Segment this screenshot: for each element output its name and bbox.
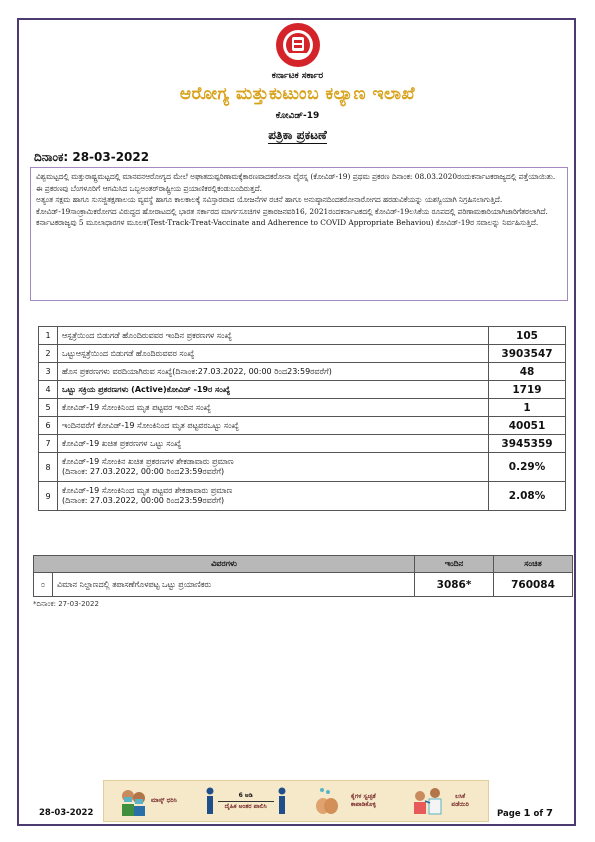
person-icon: [205, 787, 215, 815]
table-row: [39, 363, 566, 381]
row-number: 1: [39, 327, 58, 345]
details-table: [33, 555, 573, 597]
table-row: [39, 417, 566, 435]
table-row: [39, 381, 566, 399]
row-number: 6: [39, 417, 58, 435]
row-number: 2: [39, 345, 58, 363]
report-date: ದಿನಾಂಕ: 28-03-2022: [34, 150, 150, 164]
header-details: ವಿವರಗಳು: [34, 556, 415, 573]
banner-handwash: [314, 786, 383, 816]
banner-handwash-text: ಕೈಗಳ ಸ್ವಚ್ಛತೆ ಕಾಪಾಡಿಕೊಳ್ಳಿ: [350, 793, 376, 808]
row-sublabel: (ದಿನಾಂಕ: 27.03.2022, 00:00 ರಿಂದ23:59ರವರೆಗೆ): [62, 496, 225, 505]
row-value: 105: [489, 327, 566, 345]
table-row: [34, 573, 573, 597]
masked-people-icon: [118, 786, 148, 816]
row-label: ಕೋವಿಡ್-19 ಸೋಂಕಿನಿಂದ ಮೃತ ಪಟ್ಟವರ ಇಂದಿನ ಸಂಖ್ಯೆ: [58, 399, 489, 417]
header-today: ಇಂದಿನ: [415, 556, 494, 573]
row-label: ಹೊಸ ಪ್ರಕರಣಗಳು ವರದಿಯಾಗಿರುವ ಸಂಖ್ಯೆ(ದಿನಾಂಕ:27.03.2022, 00:00 ರಿಂದ23:59ರವರೆಗೆ): [58, 363, 489, 381]
government-name: ಕರ್ನಾಟಕ ಸರ್ಕಾರ: [271, 71, 324, 81]
table-header-row: [34, 556, 573, 573]
table-row: [39, 327, 566, 345]
row-value: 1: [489, 399, 566, 417]
intro-box: [30, 167, 568, 301]
row-value: 3945359: [489, 435, 566, 453]
banner-distance-label: ದೈಹಿಕ ಅಂತರ ಪಾಲಿಸಿ: [224, 802, 267, 810]
department-title: ಆರೋಗ್ಯ ಮತ್ತುಕುಟುಂಬ ಕಲ್ಯಾಣ ಇಲಾಖೆ: [179, 84, 416, 104]
row-label: ಕೋವಿಡ್-19 ಸೋಂಕಿನ ಖಚಿತ ಪ್ರಕರಣಗಳ ಶೇಕಡಾವಾರು ಪ್ರಮಾಣ: [62, 457, 234, 466]
banner-distance: [205, 787, 287, 815]
row-label: ಒಟ್ಟು ಸಕ್ರಿಯ ಪ್ರಕರಣಗಳು (Active)ಕೋವಿಡ್ -19ರ ಸಂಖ್ಯೆ: [58, 381, 489, 399]
row-value: 48: [489, 363, 566, 381]
karnataka-emblem-icon: [275, 22, 321, 68]
table-row: [39, 435, 566, 453]
row-number: 3: [39, 363, 58, 381]
row-label: ಆಸ್ಪತ್ರೆಯಿಂದ ಬಿಡುಗಡೆ ಹೊಂದಿರುವವರ ಇಂದಿನ ಪ್ರಕರಣಗಳ ಸಂಖ್ಯೆ: [58, 327, 489, 345]
table-row: [39, 399, 566, 417]
row-label: ಇಂದಿನವರೆಗೆ ಕೋವಿಡ್-19 ಸೋಂಕಿನಿಂದ ಮೃತ ಪಟ್ಟವರಒಟ್ಟು ಸಂಖ್ಯೆ: [58, 417, 489, 435]
subject-heading: ಕೋವಿಡ್-19: [275, 111, 320, 121]
row-today-value: 3086*: [415, 573, 494, 597]
row-label: ಕೋವಿಡ್-19 ಸೋಂಕಿನಿಂದ ಮೃತ ಪಟ್ಟವರ ಶೇಕಡಾವಾರು ಪ್ರಮಾಣ: [62, 486, 233, 495]
banner-distance-text: [218, 792, 274, 811]
row-number: 7: [39, 435, 58, 453]
banner-vaccine: [411, 786, 474, 816]
vaccination-icon: [411, 786, 443, 816]
row-label-cell: [58, 482, 489, 511]
person-icon: [277, 787, 287, 815]
row-number: 9: [39, 482, 58, 511]
row-sublabel: (ದಿನಾಂಕ: 27.03.2022, 00:00 ರಿಂದ23:59ರವರೆಗೆ): [62, 467, 225, 476]
row-number: ೦: [34, 573, 53, 597]
page-indicator: Page 1 of 7: [497, 808, 553, 819]
row-cumulative-value: 760084: [494, 573, 573, 597]
row-value: 1719: [489, 381, 566, 399]
row-label: ವಿಮಾನ ನಿಲ್ದಾಣದಲ್ಲಿ ತಪಾಸಣೆಗೊಳಪಟ್ಟ ಒಟ್ಟು ಪ್ರಯಾಣಿಕರು: [53, 573, 415, 597]
row-label: ಒಟ್ಟುಆಸ್ಪತ್ರೆಯಿಂದ ಬಿಡುಗಡೆ ಹೊಂದಿರುವವರ ಸಂಖ್ಯೆ: [58, 345, 489, 363]
intro-paragraph: ಅತ್ಯಂತ ಸಕ್ಷಮ ಹಾಗೂ ಸುಸಜ್ಜಿತಕ್ಷಣಾಲಯ ವ್ಯವಸ್ಥೆ ಹಾಗೂ ಕಾಲಕಾಲಕ್ಕೆ ಸವಿಸ್ತಾರವಾದ ಯೋಜನೆಗಳ ರಚನೆ ಹಾಗೂ ಅನುಷ್ಠಾನದಿಂದಕರೋನಾರೋಗದ ಹರಡುವಿಕೆಯನ್ನು ಯಶಸ್ವಿಯಾಗಿ ನಿಗ್ರಹಿಸಲಾಗುತ್ತಿದೆ.: [36, 195, 503, 205]
intro-paragraph: ಕರ್ನಾಟಕರಾಜ್ಯವು 5 ಮೂಲಾಧಾರಗಳ ಮೂಲಕ(Test-Track-Treat-Vaccinate and Adherence to COVID Appropriate Behaviou) ಕೋವಿಡ್-19ರ ಸವಾಲನ್ನು ನಿರ್ವಹಿಸುತ್ತಿದೆ.: [36, 218, 539, 228]
row-number: 8: [39, 453, 58, 482]
intro-paragraph: ಕೋವಿಡ್-19ಸಾಂಕ್ರಾಮಿಕರೋಗದ ವಿರುದ್ಧದ ಹೋರಾಟದಲ್ಲಿ ಭಾರತ ಸರ್ಕಾರದ ಮಾರ್ಗಸೂಚಿಗಳ ಪ್ರಕಾರಜನವರಿ16, 2021ರಂದಕರ್ನಾಟಕದಲ್ಲಿ ಕೋವಿಡ್-19ಲಸಿಕೆಯ ರೂಪದಲ್ಲಿ ಪರಿಣಾಮಕಾರಿಯಾಗಿಜಾರಿಗೆತರಲಾಗಿದೆ.: [36, 206, 548, 216]
banner-mask-text: ಮಾಸ್ಕ್ ಧರಿಸಿ: [150, 797, 177, 804]
row-value: 40051: [489, 417, 566, 435]
stats-table: [38, 326, 566, 511]
header-cumulative: ಸಂಚಿತ: [494, 556, 573, 573]
banner-distance-feet: 6 ಅಡಿ: [238, 791, 253, 799]
handwash-icon: [314, 786, 340, 816]
row-number: 5: [39, 399, 58, 417]
intro-paragraph: ವಿಶ್ವಮಟ್ಟದಲ್ಲಿ ಮತ್ತುರಾಷ್ಟ್ರಮಟ್ಟದಲ್ಲಿ ಮಾನವನಆರೋಗ್ಯದ ಮೇಲೆ ಅಘಾತದುಷ್ಪರಿಣಾಮಕ್ಕೆಕಾರಣವಾದಕರೋನಾ ವೈರಸ್ನ (ಕೋವಿಡ್-19) ಪ್ರಥಮ ಪ್ರಕರಣ ದಿನಾಂಕ: 08.03.2020ರಂದುಕರ್ನಾಟಕರಾಜ್ಯದಲ್ಲಿ ಪತ್ತೆಯಾಯಿತು. ಈ ಪ್ರಕರಣವು ಬೆಂಗಳೂರಿಗೆ ಆಗಮಿಸಿದ ಒಬ್ಬಅಂತರ್‌ರಾಷ್ಟ್ರೀಯ ಪ್ರಯಾಣಿಕರಲ್ಲಿಕಂಡುಬಂದಿರುತ್ತದೆ.: [36, 172, 556, 193]
table-row: [39, 345, 566, 363]
banner-mask: [118, 786, 177, 816]
row-number: 4: [39, 381, 58, 399]
row-value: 0.29%: [489, 453, 566, 482]
details-footnote: *ದಿನಾಂಕ: 27-03-2022: [33, 600, 99, 608]
footer-date: 28-03-2022: [39, 808, 94, 818]
row-value: 3903547: [489, 345, 566, 363]
covid-guidelines-banner: [103, 780, 489, 822]
table-row: [39, 482, 566, 511]
row-value: 2.08%: [489, 482, 566, 511]
row-label-cell: [58, 453, 489, 482]
press-release-heading: ಪತ್ರಿಕಾ ಪ್ರಕಟಣೆ: [268, 128, 327, 142]
row-label: ಕೋವಿಡ್-19 ಖಚಿತ ಪ್ರಕರಣಗಳ ಒಟ್ಟು ಸಂಖ್ಯೆ: [58, 435, 489, 453]
banner-vaccine-text: ಲಸಿಕೆ ಪಡೆಯಿರಿ: [451, 793, 469, 808]
table-row: [39, 453, 566, 482]
